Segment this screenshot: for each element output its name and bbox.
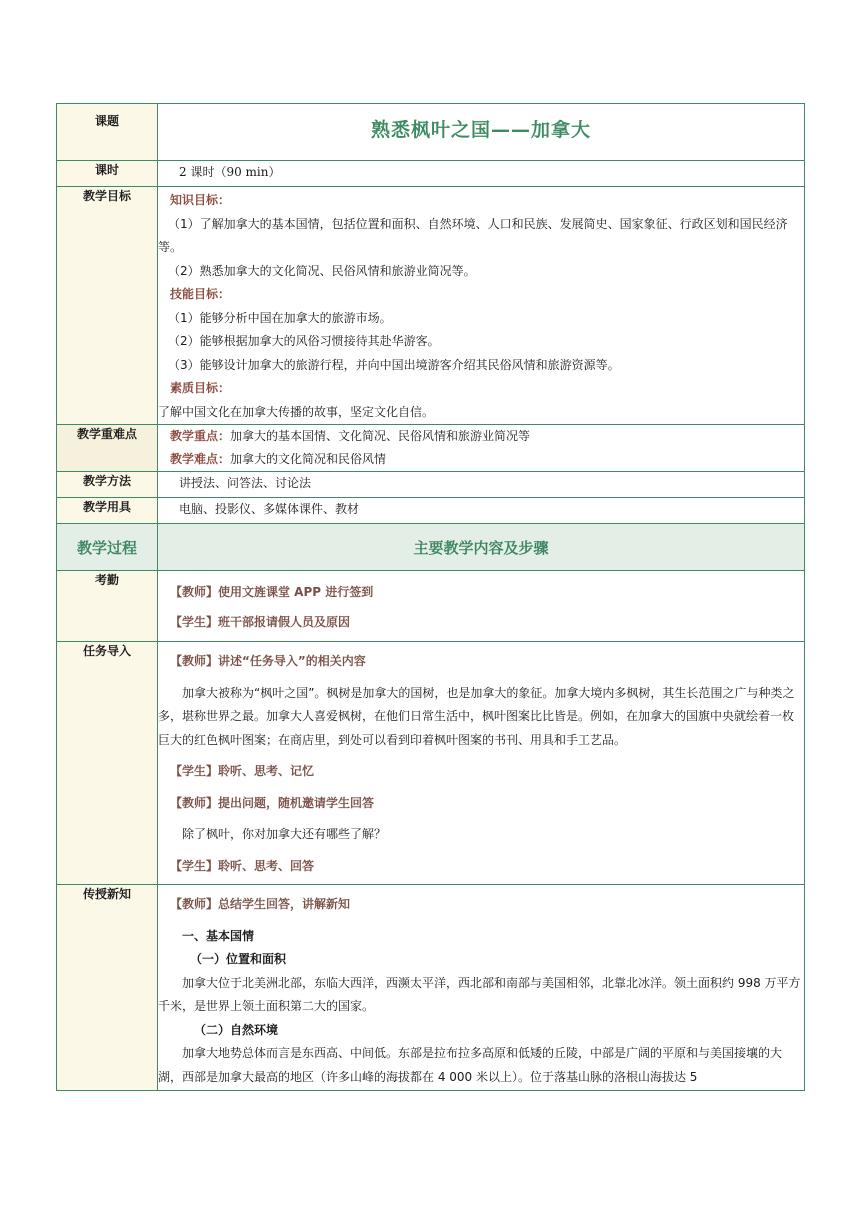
tools-value: 电脑、投影仪、多媒体课件、教材 (158, 498, 805, 524)
lesson-plan-sheet (56, 103, 804, 1091)
task-student-listen: 【学生】聆听、思考、记忆 (170, 764, 315, 778)
new-knowledge-label: 传授新知 (57, 885, 158, 1091)
new-knowledge-cell (158, 885, 805, 1091)
difficulty-line (158, 448, 804, 471)
key-points-cell (158, 425, 805, 472)
row-attendance (57, 571, 805, 642)
quality-text: 了解中国文化在加拿大传播的故事，坚定文化自信。 (158, 404, 435, 419)
environment-paragraph: 加拿大地势总体而言是东西高、中间低。东部是拉布拉多高原和低矮的丘陵，中部是广阔的平原和与美国接壤的大湖，西部是加拿大最高的地区（许多山峰的海拔都在 4 000 米以上）。位于落基山脉的洛根山海拔达 5 (158, 1046, 783, 1084)
process-header-left: 教学过程 (57, 524, 158, 571)
row-topic (57, 104, 805, 161)
topic-label: 课题 (57, 104, 158, 161)
task-intro-paragraph: 加拿大被称为“枫叶之国”。枫树是加拿大的国树，也是加拿大的象征。加拿大境内多枫树，其生长范围之广与种类之多，堪称世界之最。加拿大人喜爱枫树，在他们日常生活中，枫叶图案比比皆是。例如，在加拿大的国旗中央就绘着一枚巨大的红色枫叶图案；在商店里，到处可以看到印着枫叶图案的书刊、用具和手工艺品。 (158, 685, 795, 747)
lesson-plan-table (56, 103, 805, 1091)
methods-value: 讲授法、问答法、讨论法 (158, 472, 805, 498)
subsection-heading: （二）自然环境 (194, 1022, 279, 1037)
difficulty-text: 加拿大的文化简况和民俗风情 (230, 452, 387, 466)
attendance-label: 考勤 (57, 571, 158, 642)
topic-cell (158, 104, 805, 161)
row-hours (57, 161, 805, 187)
skill-item: （1）能够分析中国在加拿大的旅游市场。 (168, 310, 392, 325)
row-tools (57, 498, 805, 524)
objectives-label: 教学目标 (57, 187, 158, 425)
new-knowledge-teacher: 【教师】总结学生回答，讲解新知 (170, 897, 351, 911)
task-intro-cell (158, 642, 805, 885)
key-points-label: 教学重难点 (57, 425, 158, 472)
row-process-header (57, 524, 805, 571)
row-methods (57, 472, 805, 498)
row-task-intro (57, 642, 805, 885)
task-question: 除了枫叶，你对加拿大还有哪些了解？ (182, 827, 387, 841)
subsection-heading: （一）位置和面积 (190, 952, 287, 966)
key-point-line (158, 425, 804, 448)
task-teacher-question: 【教师】提出问题，随机邀请学生回答 (170, 795, 375, 810)
quality-heading: 素质目标： (170, 381, 231, 395)
objectives-cell (158, 187, 805, 425)
task-intro-label: 任务导入 (57, 642, 158, 885)
process-header-right: 主要教学内容及步骤 (158, 524, 805, 571)
location-paragraph: 加拿大位于北美洲北部，东临大西洋，西濒太平洋，西北部和南部与美国相邻，北靠北冰洋。领土面积约 998 万平方千米，是世界上领土面积第二大的国家。 (158, 975, 801, 1013)
attendance-cell (158, 571, 805, 642)
skill-heading: 技能目标： (170, 287, 231, 301)
difficulty-label: 教学难点： (170, 452, 231, 466)
section-heading: 一、基本国情 (182, 928, 255, 943)
skill-item: （3）能够设计加拿大的旅游行程，并向中国出境游客介绍其民俗风情和旅游资源等。 (168, 357, 620, 372)
attendance-student: 【学生】班干部报请假人员及原因 (170, 615, 351, 629)
tools-label: 教学用具 (57, 498, 158, 524)
hours-label: 课时 (57, 161, 158, 187)
task-student-answer: 【学生】聆听、思考、回答 (170, 858, 315, 873)
row-new-knowledge (57, 885, 805, 1091)
knowledge-item: （1）了解加拿大的基本国情，包括位置和面积、自然环境、人口和民族、发展简史、国家象征、行政区划和国民经济等。 (158, 216, 788, 254)
key-point-text: 加拿大的基本国情、文化简况、民俗风情和旅游业简况等 (230, 429, 531, 443)
attendance-teacher: 【教师】使用文旌课堂 APP 进行签到 (170, 585, 374, 599)
key-point-label: 教学重点： (170, 429, 231, 443)
knowledge-heading: 知识目标： (170, 193, 231, 207)
knowledge-item: （2）熟悉加拿大的文化简况、民俗风情和旅游业简况等。 (168, 263, 476, 278)
methods-label: 教学方法 (57, 472, 158, 498)
lesson-title: 熟悉枫叶之国——加拿大 (370, 119, 591, 141)
row-objectives (57, 187, 805, 425)
hours-value: 2 课时（90 min） (158, 161, 805, 187)
task-teacher-narrate: 【教师】讲述“任务导入”的相关内容 (170, 654, 366, 668)
row-key-points (57, 425, 805, 472)
skill-item: （2）能够根据加拿大的风俗习惯接待其赴华游客。 (168, 334, 440, 348)
